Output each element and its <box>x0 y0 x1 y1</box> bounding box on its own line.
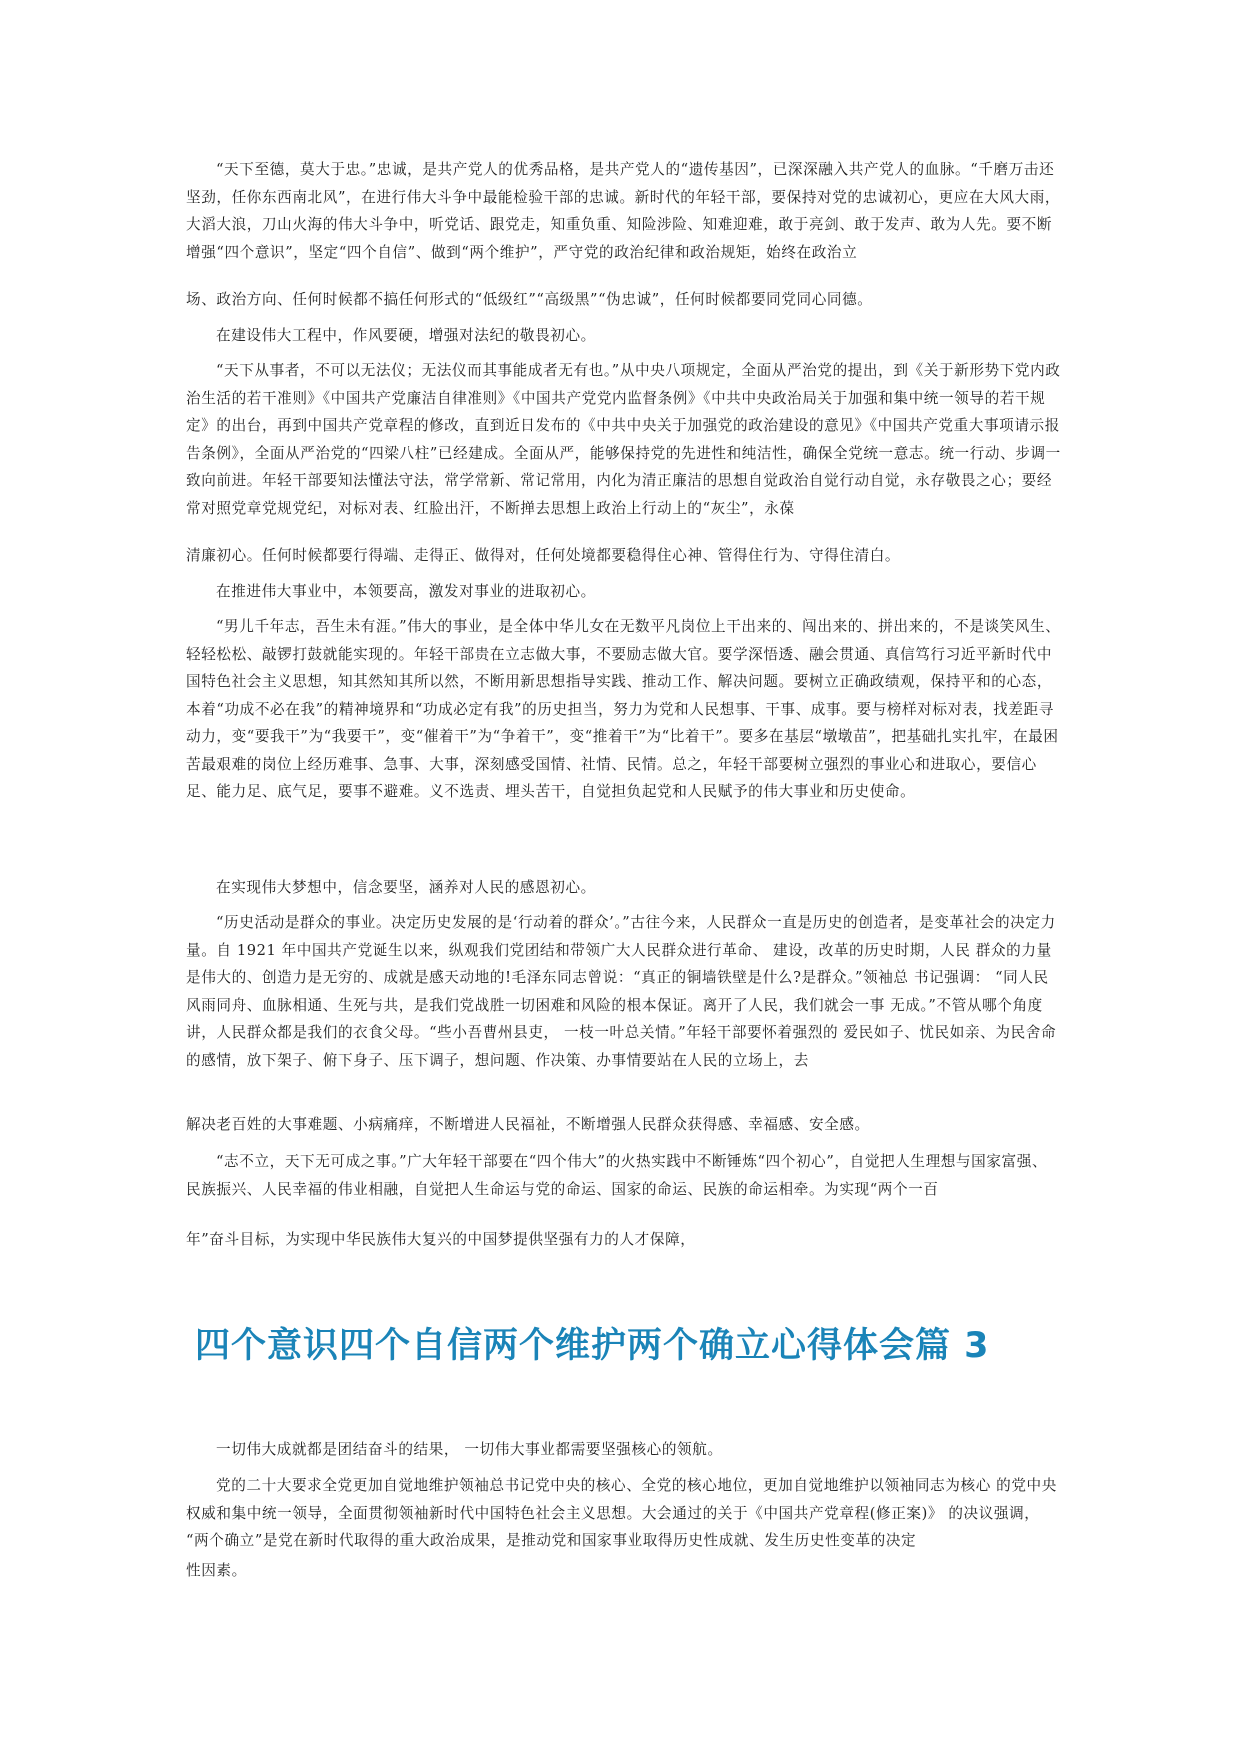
section-heading: 四个意识四个自信两个维护两个确立心得体会篇 3 <box>195 1326 990 1366</box>
subheading-ability: 在推进伟大事业中，本领要高，激发对事业的进取初心。 <box>216 583 596 600</box>
paragraph-aspiration: “志不立，天下无可成之事。”广大年轻干部要在“四个伟大”的火热实践中不断锤炼“四个初心”，自觉把人生理想与国家富强、民族振兴、人民幸福的伟业相融，自觉把人生命运与党的命运、国家的命运、民族的命运相牵。为实现“两个一百 <box>186 1153 1048 1198</box>
paragraph-congress: 党的二十大要求全党更加自觉地维护领袖总书记党中央的核心、全党的核心地位，更加自觉地维护以领袖同志为核心 的党中央权威和集中统一领导，全面贯彻领袖新时代中国特色社会主义思想。大会通过的关于《中国共产党章程(修正案)》 的决议强调， “两个确立”是党在新时代取得的重大政治成果，是推动党和国家事业取得历史性成就、发生历史性变革的决定 <box>186 1477 1057 1549</box>
paragraph-congress-end: 性因素。 <box>186 1562 247 1579</box>
paragraph-loyalty: “天下至德，莫大于忠。”忠诚，是共产党人的优秀品格，是共产党人的“遗传基因”，已深深融入共产党人的血脉。“千磨万击还坚劲，任你东西南北风”，在进行伟大斗争中最能检验干部的忠诚。新时代的年轻干部，要保持对党的忠诚初心，更应在大风大雨，大滔大浪，刀山火海的伟大斗争中，听党话、跟党走，知重负重、知险涉险、知难迎难，敢于亮剑、敢于发声、敢为人先。要不断增强“四个意识”，坚定“四个自信”、做到“两个维护”，严守党的政治纪律和政治规矩，始终在政治立 <box>186 161 1061 261</box>
paragraph-unity: 一切伟大成就都是团结奋斗的结果， 一切伟大事业都需要坚强核心的领航。 <box>216 1441 723 1458</box>
paragraph-law-end: 清廉初心。任何时候都要行得端、走得正、做得对，任何处境都要稳得住心神、管得住行为、守得住清白。 <box>186 547 901 564</box>
paragraph-people: “历史活动是群众的事业。决定历史发展的是‘行动着的群众’。”古往今来，人民群众一直是历史的创造者，是变革社会的决定力量。自 1921 年中国共产党诞生以来，纵观我们党团结和带领广大人民群众进行革命、 建设，改革的历史时期，人民 群众的力量是伟大的、创造力是无穷的、成就是感天动地的!毛泽东同志曾说：“真正的铜墙铁壁是什么?是群众。”领袖总 书记强调： “同人民风雨同舟、血脉相通、生死与共，是我们党战胜一切困难和风险的根本保证。离开了人民，我们就会一事 无成。”不管从哪个角度讲，人民群众都是我们的衣食父母。“些小吾曹州县吏， 一枝一叶总关情。”年轻干部要怀着强烈的 爱民如子、忧民如亲、为民舍命的感情，放下架子、俯下身子、压下调子，想问题、作决策、办事情要站在人民的立场上，去 <box>186 914 1057 1069</box>
subheading-style: 在建设伟大工程中，作风要硬，增强对法纪的敬畏初心。 <box>216 327 596 344</box>
paragraph-career: “男儿千年志，吾生未有涯。”伟大的事业，是全体中华儿女在无数平凡岗位上干出来的、闯出来的、拼出来的，不是谈笑风生、轻轻松松、敲锣打鼓就能实现的。年轻干部贵在立志做大事，不要励志做大官。要学深悟透、融会贯通、真信笃行习近平新时代中国特色社会主义思想，知其然知其所以然，不断用新思想指导实践、推动工作、解决问题。要树立正确政绩观，保持平和的心态，本着“功成不必在我”的精神境界和“功成必定有我”的历史担当，努力为党和人民想事、干事、成事。要与榜样对标对表，找差距寻动力，变“要我干”为“我要干”，变“催着干”为“争着干”，变“推着干”为“比着干”。要多在基层“墩墩苗”，把基础扎实扎牢，在最困苦最艰难的岗位上经历难事、急事、大事，深刻感受国情、社情、民情。总之，年轻干部要树立强烈的事业心和进取心，要信心足、能力足、底气足，要事不避难。义不选责、埋头苦干，自觉担负起党和人民赋予的伟大事业和历史使命。 <box>186 618 1061 800</box>
paragraph-loyalty-end: 场、政治方向、任何时候都不搞任何形式的“低级红”“高级黑”“伪忠诚”，任何时候都要同党同心同德。 <box>186 291 873 308</box>
paragraph-law: “天下从事者，不可以无法仪；无法仪而其事能成者无有也。”从中央八项规定，全面从严治党的提出，到《关于新形势下党内政治生活的若干准则》《中国共产党廉洁自律准则》《中国共产党党内监督条例》《中共中央政治局关于加强和集中统一领导的若干规定》的出台，再到中国共产党章程的修改，直到近日发布的《中共中央关于加强党的政治建设的意见》《中国共产党重大事项请示报告条例》，全面从严治党的“四梁八柱”已经建成。全面从严，能够保持党的先进性和纯洁性，确保全党统一意志。统一行动、步调一致向前进。年轻干部要知法懂法守法，常学常新、常记常用，内化为清正廉洁的思想自觉政治自觉行动自觉，永存敬畏之心；要经常对照党章党规党纪，对标对表、红脸出汗，不断掸去思想上政治上行动上的“灰尘”，永葆 <box>186 362 1061 517</box>
paragraph-aspiration-end: 年”奋斗目标，为实现中华民族伟大复兴的中国梦提供坚强有力的人才保障， <box>186 1231 696 1248</box>
paragraph-people-end: 解决老百姓的大事难题、小病痛痒，不断增进人民福祉，不断增强人民群众获得感、幸福感、安全感。 <box>186 1116 870 1133</box>
subheading-belief: 在实现伟大梦想中，信念要坚，涵养对人民的感恩初心。 <box>216 879 596 896</box>
